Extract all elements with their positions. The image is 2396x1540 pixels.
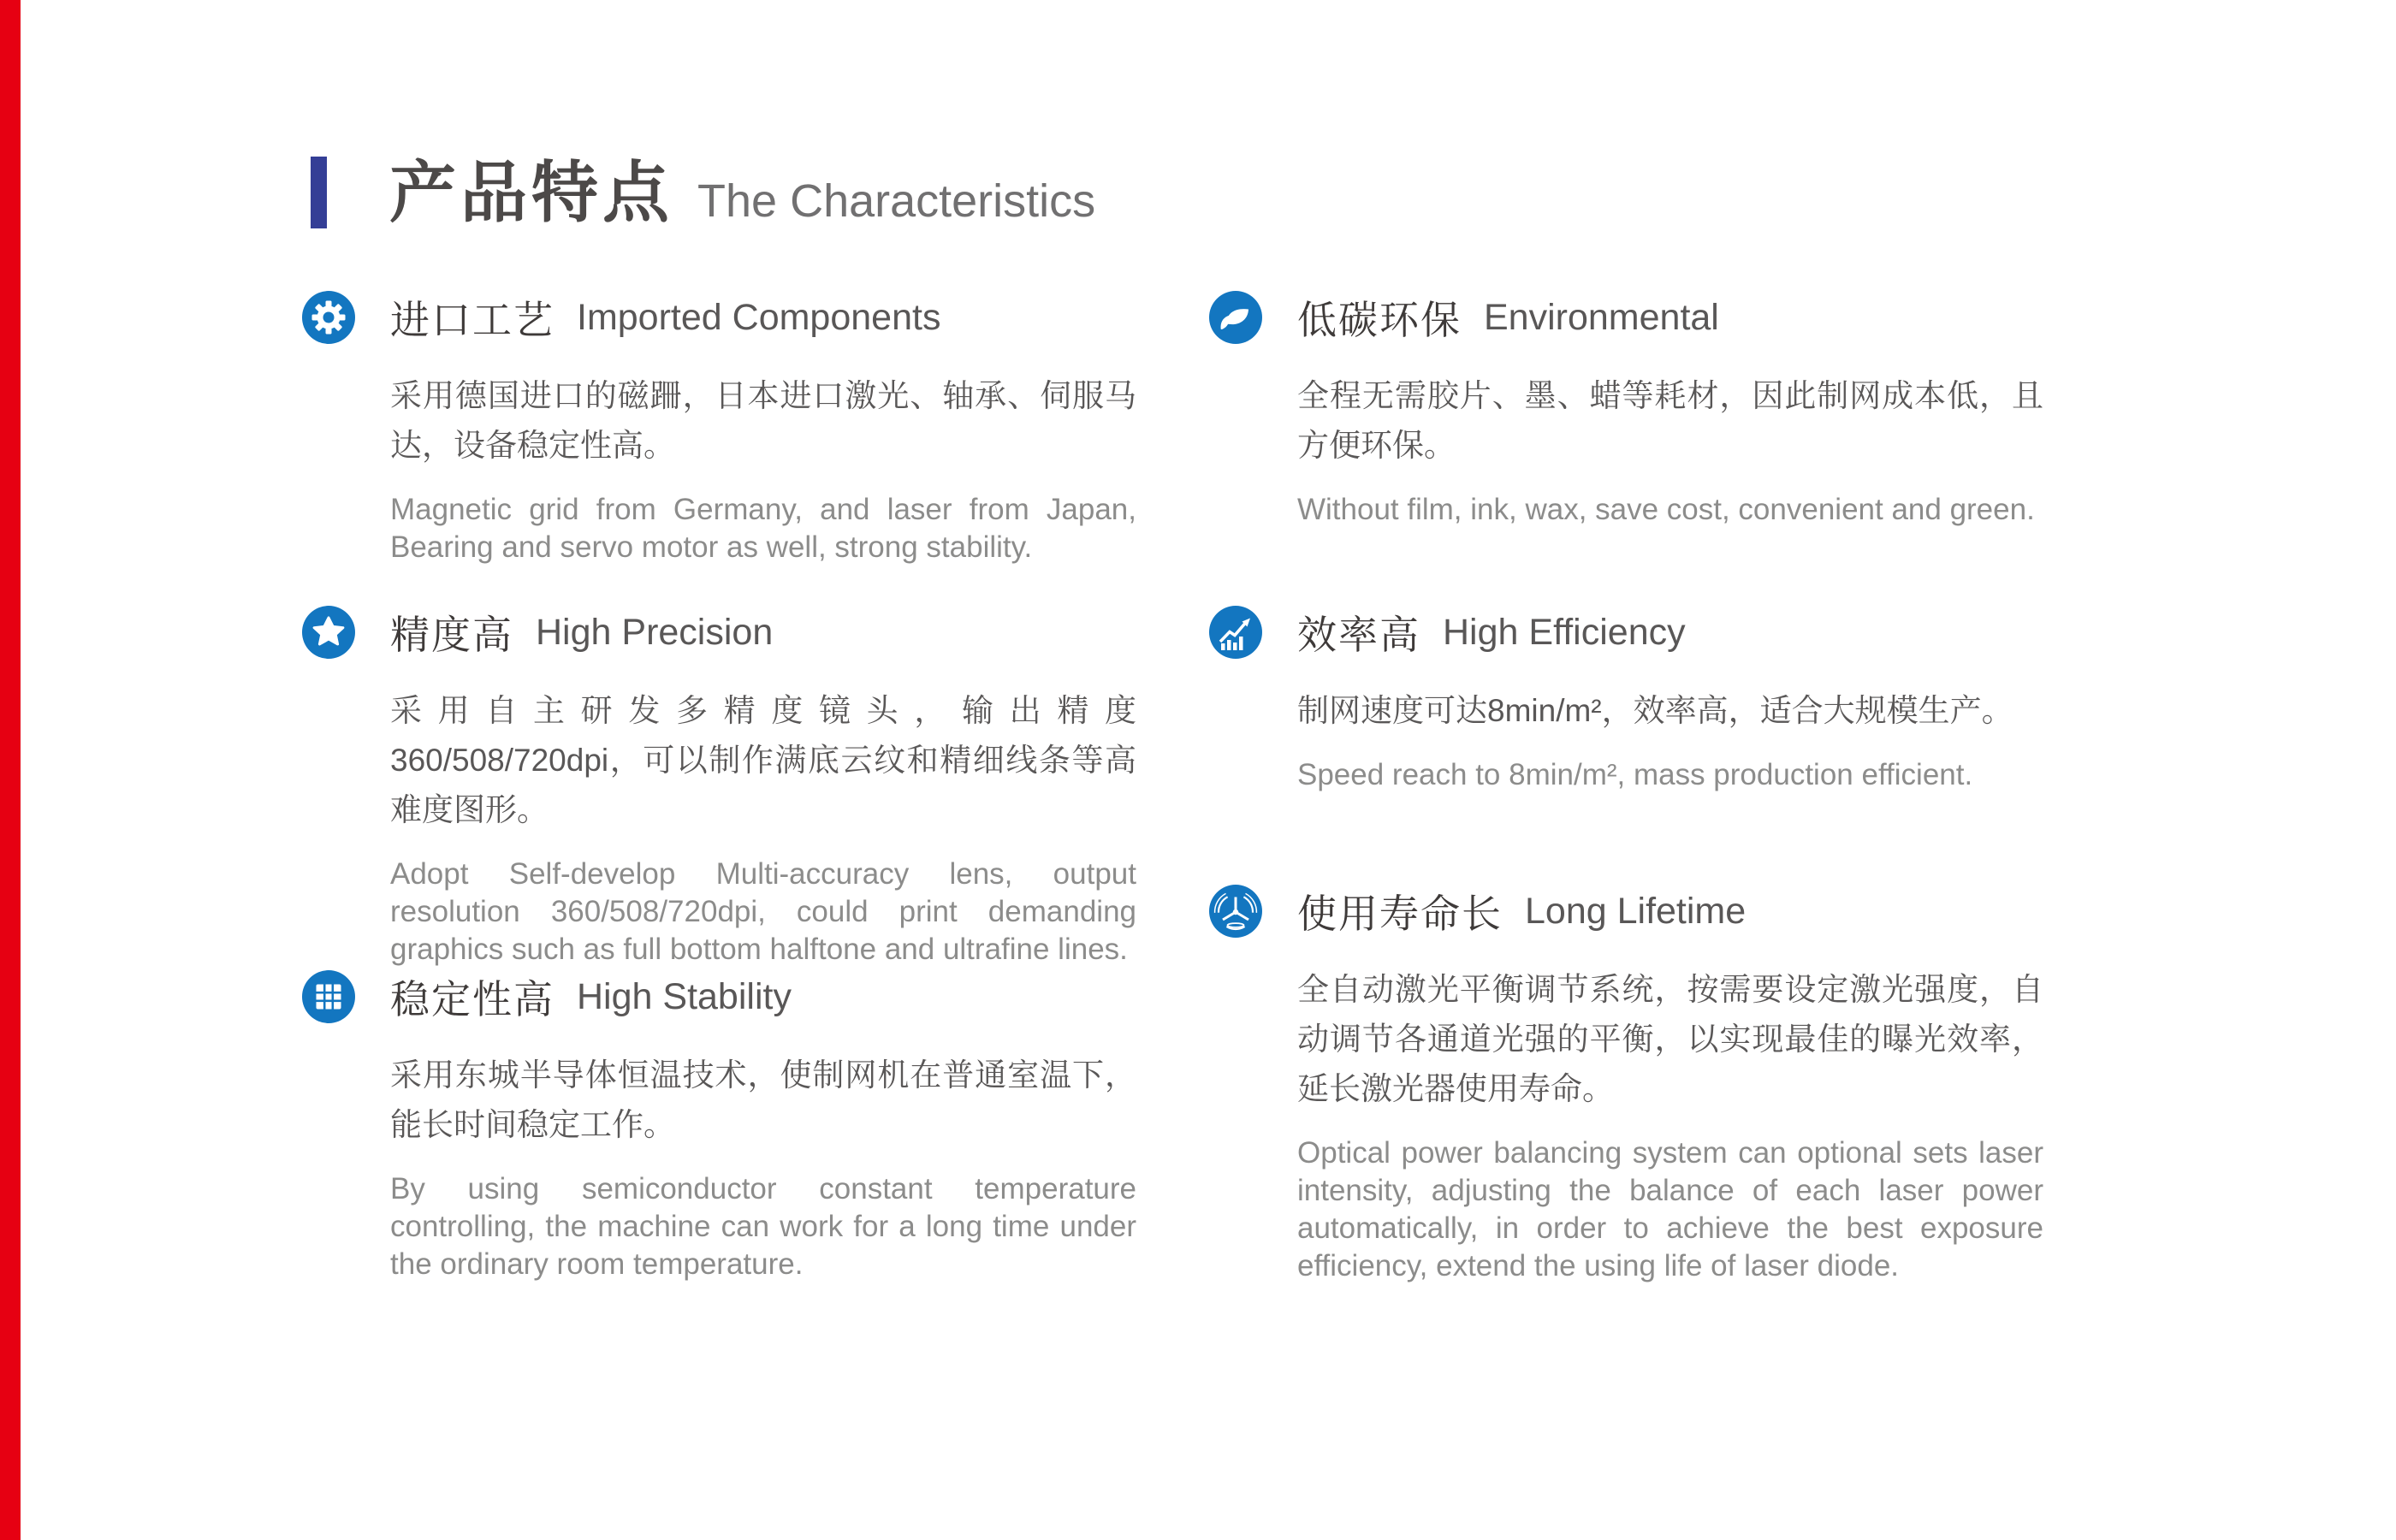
chart-up-icon [1208, 605, 1263, 660]
feature-body-en: Adopt Self-develop Multi-accuracy lens, output resolution 360/508/720dpi, could print demanding graphics such as full bottom halftone and ultrafine lines. [390, 857, 1136, 966]
feature-body-en: By using semiconductor constant temperature controlling, the machine can work for a long time under the ordinary room temperature. [390, 1172, 1136, 1281]
feature-title-cn: 精度高 [390, 613, 513, 657]
feature-high-efficiency [1208, 604, 2073, 794]
feature-body-cn: 制网速度可达8min/m²，效率高，适合大规模生产。 [1297, 693, 2013, 728]
feature-body-en: Optical power balancing system can optional sets laser intensity, adjusting the balance of each laser power automatically, in order to achieve the best exposure efficiency, extend the using life of laser diode. [1297, 1136, 2043, 1282]
feature-high-stability [301, 968, 1165, 1283]
star-icon [301, 605, 356, 660]
grid-icon [301, 969, 356, 1024]
feature-title-en: High Precision [536, 611, 774, 653]
title-accent-bar [311, 157, 327, 228]
feature-body-en: Without film, ink, wax, save cost, convenient and green. [1297, 493, 2035, 526]
feature-imported-components [301, 289, 1165, 566]
feature-body-en: Magnetic grid from Germany, and laser from Japan, Bearing and servo motor as well, strong stability. [390, 493, 1136, 564]
feature-title-cn: 进口工艺 [390, 298, 555, 342]
feature-high-precision [301, 604, 1165, 968]
feature-title-en: Long Lifetime [1525, 890, 1747, 932]
feature-title-en: High Efficiency [1443, 611, 1686, 653]
feature-header [1208, 883, 2073, 939]
feature-header [1208, 289, 2073, 346]
feature-header [301, 968, 1165, 1025]
page-title-cn: 产品特点 [389, 155, 674, 230]
feature-title-en: Imported Components [577, 296, 941, 338]
feature-title-cn: 稳定性高 [390, 977, 555, 1022]
feature-body-cn: 采用自主研发多精度镜头，输出精度360/508/720dpi，可以制作满底云纹和精细线条等高难度图形。 [390, 693, 1136, 827]
feature-body-en: Speed reach to 8min/m², mass production efficient. [1297, 758, 1973, 791]
feature-title-en: Environmental [1484, 296, 1719, 338]
turbine-icon [1208, 884, 1263, 939]
feature-header [1208, 604, 2073, 660]
feature-body-cn: 全程无需胶片、墨、蜡等耗材，因此制网成本低，且方便环保。 [1297, 378, 2043, 463]
feature-body-cn: 采用东城半导体恒温技术，使制网机在普通室温下，能长时间稳定工作。 [390, 1057, 1136, 1142]
feature-long-lifetime [1208, 883, 2073, 1285]
feature-body-cn: 全自动激光平衡调节系统，按需要设定激光强度，自动调节各通道光强的平衡，以实现最佳的曝光效率，延长激光器使用寿命。 [1297, 972, 2043, 1106]
feature-environmental [1208, 289, 2073, 529]
page-header [311, 157, 1095, 228]
feature-header [301, 289, 1165, 346]
feature-title-en: High Stability [577, 975, 792, 1017]
leaf-icon [1208, 290, 1263, 345]
left-edge-strip [0, 0, 21, 1540]
gear-icon [301, 290, 356, 345]
feature-title-cn: 效率高 [1297, 613, 1420, 657]
feature-body-cn: 采用德国进口的磁跚，日本进口激光、轴承、伺服马达，设备稳定性高。 [390, 378, 1136, 463]
page-title-en: The Characteristics [697, 175, 1096, 227]
feature-title-cn: 低碳环保 [1297, 298, 1462, 342]
feature-title-cn: 使用寿命长 [1297, 891, 1503, 936]
feature-header [301, 604, 1165, 660]
